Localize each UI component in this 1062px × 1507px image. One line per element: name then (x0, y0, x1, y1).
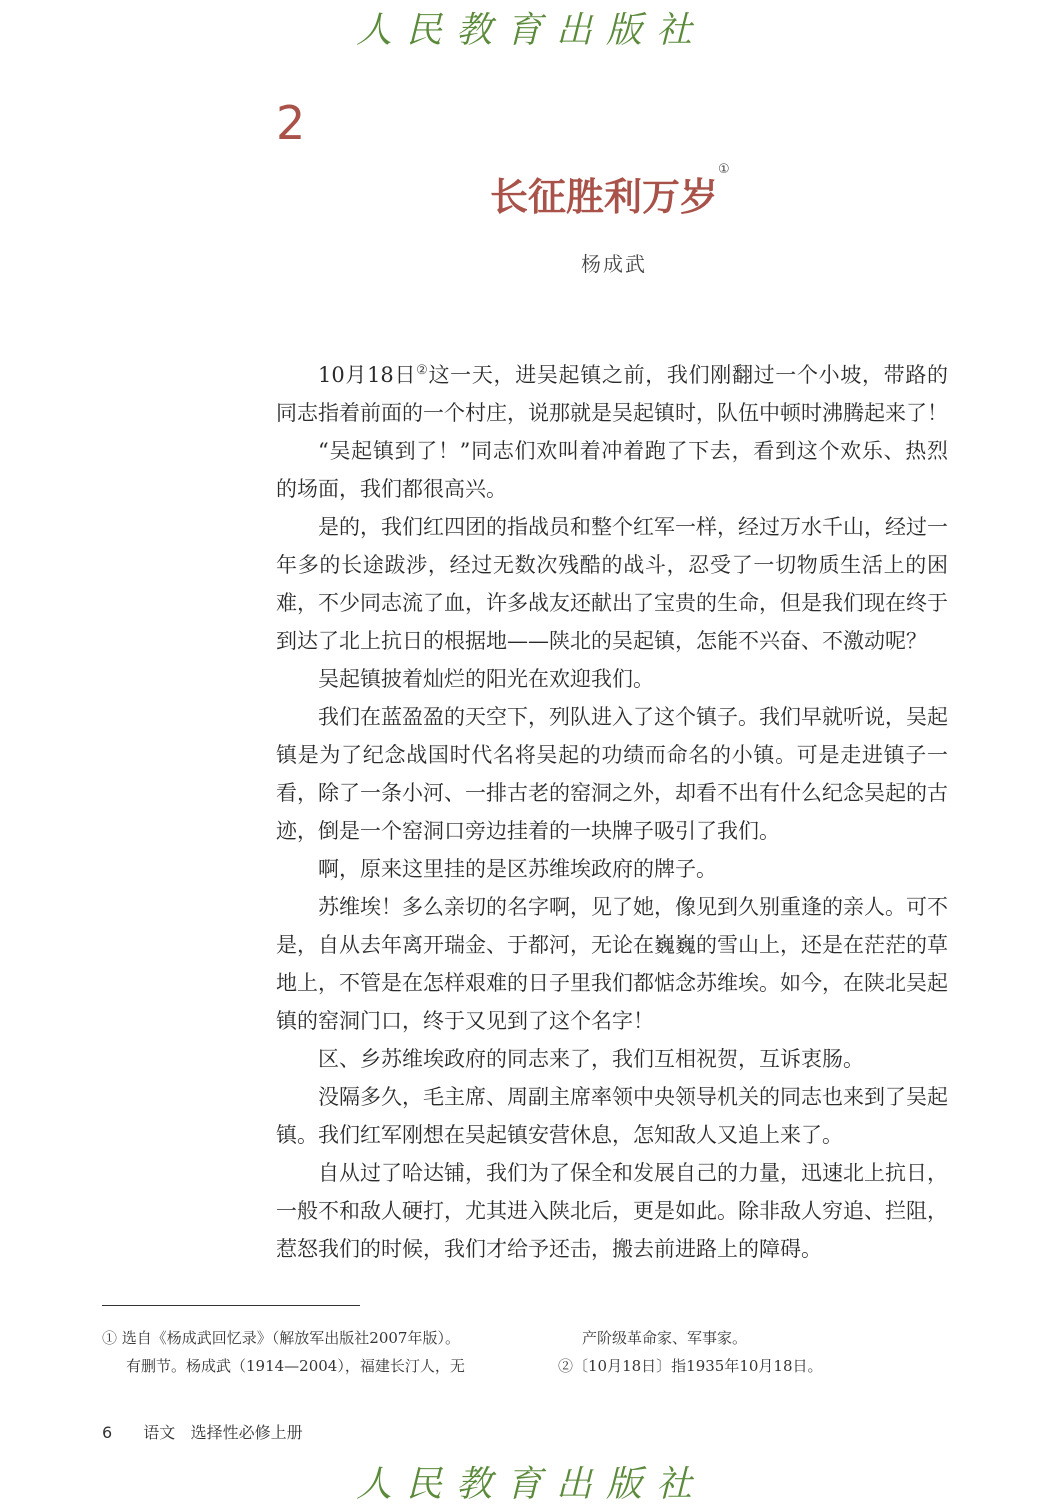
publisher-footer: 人民教育出版社 (355, 1464, 706, 1505)
paragraph: 自从过了哈达铺，我们为了保全和发展自己的力量，迅速北上抗日，一般不和敌人硬打，尤其进入陕北后，更是如此。除非敌人穷追、拦阻，惹怒我们的时候，我们才给予还击，搬去前进路上的障碍。 (276, 1161, 948, 1261)
footnote-mark[interactable]: ② (416, 363, 429, 378)
footnote-line: ① 选自《杨成武回忆录》（解放军出版社2007年版）。 (102, 1329, 460, 1347)
article-body (276, 356, 948, 1268)
lesson-number: 2 (276, 96, 306, 150)
page-number: 6 (102, 1423, 113, 1442)
date-text: 10月18日 (318, 363, 417, 387)
paragraph: 啊，原来这里挂的是区苏维埃政府的牌子。 (318, 857, 717, 881)
paragraph: 区、乡苏维埃政府的同志来了，我们互相祝贺，互诉衷肠。 (318, 1047, 864, 1071)
page-footer (102, 1420, 303, 1443)
author-name: 杨成武 (581, 252, 647, 276)
footnotes-left-column (102, 1324, 502, 1380)
paragraph (276, 356, 948, 432)
footnote-divider (102, 1305, 360, 1306)
footnote-line: ②〔10月18日〕指1935年10月18日。 (558, 1357, 823, 1375)
book-label: 选择性必修上册 (190, 1423, 303, 1442)
paragraph: 没隔多久，毛主席、周副主席率领中央领导机关的同志也来到了吴起镇。我们红军刚想在吴起镇安营休息，怎知敌人又追上来了。 (276, 1085, 948, 1147)
lesson-title (490, 162, 730, 221)
lesson-title-text: 长征胜利万岁 (490, 175, 719, 219)
paragraph-text: 这一天，进吴起镇之前，我们刚翻过一个小坡，带路的同志指着前面的一个村庄，说那就是吴起镇时，队伍中顿时沸腾起来了！ (276, 363, 949, 425)
title-footnote-mark[interactable]: ① (718, 162, 730, 177)
paragraph: 是的，我们红四团的指战员和整个红军一样，经过万水千山，经过一年多的长途跋涉，经过无数次残酷的战斗，忍受了一切物质生活上的困难，不少同志流了血，许多战友还献出了宝贵的生命，但是我们现在终于到达了北上抗日的根据地——陕北的吴起镇，怎能不兴奋、不激动呢？ (276, 515, 948, 653)
paragraph: 我们在蓝盈盈的天空下，列队进入了这个镇子。我们早就听说，吴起镇是为了纪念战国时代名将吴起的功绩而命名的小镇。可是走进镇子一看，除了一条小河、一排古老的窑洞之外，却看不出有什么纪念吴起的古迹，倒是一个窑洞口旁边挂着的一块牌子吸引了我们。 (276, 705, 948, 843)
subject-label: 语文 (143, 1423, 176, 1442)
paragraph: “吴起镇到了！”同志们欢叫着冲着跑了下去，看到这个欢乐、热烈的场面，我们都很高兴。 (276, 439, 948, 501)
footnotes-right-column (558, 1324, 958, 1380)
footnote-line: 产阶级革命家、军事家。 (582, 1329, 748, 1347)
publisher-header: 人民教育出版社 (355, 10, 706, 51)
footnote-line: 有删节。杨成武（1914—2004），福建长汀人，无 (126, 1357, 465, 1375)
paragraph: 吴起镇披着灿烂的阳光在欢迎我们。 (318, 667, 654, 691)
paragraph: 苏维埃！多么亲切的名字啊，见了她，像见到久别重逢的亲人。可不是，自从去年离开瑞金、于都河，无论在巍巍的雪山上，还是在茫茫的草地上，不管是在怎样艰难的日子里我们都惦念苏维埃。如今，在陕北吴起镇的窑洞门口，终于又见到了这个名字！ (276, 895, 948, 1033)
